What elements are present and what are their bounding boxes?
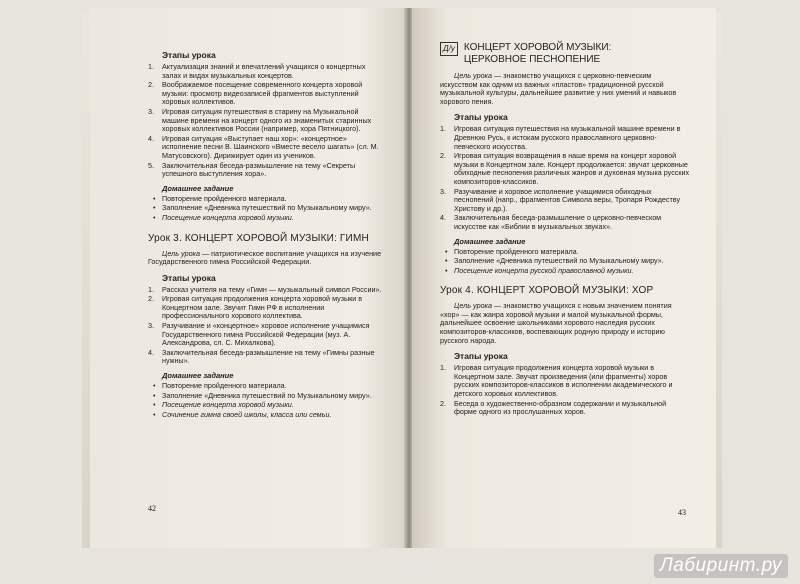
list-item: • Повторение пройденного материала. <box>440 248 690 257</box>
page-number: 43 <box>678 508 686 517</box>
lesson-goal: Цель урока — знакомство учащихся с церковно-певческим искусством как одним из важных «пластов» традиционной русской музыкальной культуры, дальнейшее развитие у них умений и навыков хорового пения. <box>440 71 677 106</box>
homework-heading: Домашнее задание <box>162 371 234 381</box>
page-number: 42 <box>148 504 156 513</box>
lesson-goal: Цель урока — знакомство учащихся с новым значением понятия «хор» — как жанра хоровой музыки и малой музыкальной формы, дальнейшее освоение школьниками хорового наследия русских композиторов-классиков, воспевающих родную природу и историю русского народа. <box>440 301 672 345</box>
list-item: 2. Игровая ситуация продолжения концерта хоровой музыки в Концертном зале. Звучит Гимн РФ в исполнении профессионального хорового коллектива. <box>148 294 363 321</box>
list-item: • Посещение концерта хоровой музыки. <box>148 401 386 410</box>
stages-list <box>148 63 386 179</box>
lesson-title: КОНЦЕРТ ХОРОВОЙ МУЗЫКИ: ЦЕРКОВНОЕ ПЕСНОПЕНИЕ <box>463 42 612 65</box>
page-edge-right <box>716 12 722 548</box>
list-item: • Заполнение «Дневника путешествий по Музыкальному миру». <box>148 204 386 213</box>
right-page-content <box>440 42 690 418</box>
watermark-logo: Лабиринт.ру <box>654 554 788 578</box>
list-item: 3. Разучивание и хоровое исполнение учащимися обиходных песнопений (напр., фрагментов Символа веры, Тропаря Рождеству Христову и др.). <box>440 186 681 213</box>
homework-list <box>148 382 386 419</box>
list-item: 2. Беседа о художественно-образном содержании и музыкальной форме одного из прослушанных хоров. <box>440 398 667 417</box>
list-item: 2. Воображаемое посещение современного концерта хоровой музыки: просмотр видеозаписей фрагментов выступлений хоровых коллективов. <box>148 80 363 107</box>
list-item: 3. Игровая ситуация путешествия в старину на Музыкальной машине времени на концерт одного из знаменитых старинных хоровых коллективов России (например, хора Пятницкого). <box>148 106 372 134</box>
homework-heading: Домашнее задание <box>162 183 234 193</box>
list-item: • Заполнение «Дневника путешествий по Музыкальному миру». <box>440 257 690 266</box>
stages-list <box>148 286 386 366</box>
homework-list <box>148 195 386 223</box>
homework-heading: Домашнее задание <box>454 236 526 246</box>
lesson-title: Урок 4. КОНЦЕРТ ХОРОВОЙ МУЗЫКИ: ХОР <box>440 285 654 297</box>
list-item: 1. Игровая ситуация продолжения концерта хоровой музыки в Концертном зале. Звучат произведения (или фрагменты) хоров русских композиторов-классиков в исполнении академического и детского хоровых коллективов. <box>440 363 673 399</box>
stages-list <box>440 364 690 417</box>
list-item: 4. Заключительная беседа-размышление на тему «Гимны разные нужны». <box>148 347 375 366</box>
section-heading: Этапы урока <box>162 272 216 283</box>
list-item: 1. Актуализация знаний и впечатлений учащихся о концертных залах и видах музыкальных концертов. <box>148 62 366 80</box>
section-heading: Этапы урока <box>162 50 216 60</box>
section-heading: Этапы урока <box>454 351 508 362</box>
list-item: • Посещение концерта русской православной музыки. <box>440 267 690 276</box>
list-item: • Повторение пройденного материала. <box>148 382 386 391</box>
left-page-content <box>148 44 386 420</box>
lesson-header <box>440 42 690 66</box>
homework-list <box>440 248 690 276</box>
left-page <box>90 8 406 548</box>
list-item: 1. Игровая ситуация путешествия на музыкальной машине времени в Древнюю Русь, к истокам русского православного церковно-певческого искусства. <box>440 124 681 151</box>
list-item: 2. Игровая ситуация возвращения в наше время на концерт хоровой музыки в Концертном зале. Концерт продолжается: звучат церковные обиходные песнопения различных жанров и духовная музыка русских композиторов-классиков. <box>440 151 690 186</box>
list-item: 5. Заключительная беседа-размышление на тему «Секреты успешного выступления хора». <box>148 160 356 179</box>
lesson-title: Урок 3. КОНЦЕРТ ХОРОВОЙ МУЗЫКИ: ГИМН <box>148 232 369 244</box>
page-edge-left <box>82 12 90 548</box>
stages-list <box>440 125 690 231</box>
list-item: 4. Игровая ситуация «Выступает наш хор»: «концертное» исполнение песни В. Шаинского «Вместе весело шагать» (сл. М. Матусовского). Дирижирует один из учеников. <box>148 133 379 160</box>
section-heading: Этапы урока <box>454 112 508 123</box>
right-page <box>412 8 716 548</box>
list-item: • Посещение концерта хоровой музыки. <box>148 214 386 223</box>
list-item: 1. Рассказ учителя на тему «Гимн — музыкальный символ России». <box>148 284 382 294</box>
list-item: • Повторение пройденного материала. <box>148 195 386 204</box>
list-item: • Заполнение «Дневника путешествий по Музыкальному миру». <box>148 392 386 401</box>
homework-icon: Д/у <box>440 42 458 56</box>
open-book <box>82 8 722 548</box>
list-item: 4. Заключительная беседа-размышление о церковно-певческом искусстве как «Библии в музыкальных звуках». <box>440 213 662 231</box>
lesson-goal: Цель урока — патриотическое воспитание учащихся на изучение Государственного гимна Российской Федерации. <box>148 248 382 267</box>
list-item: 3. Разучивание и «концертное» хоровое исполнение учащимися Государственного гимна Российской Федерации (муз. А. Александрова, сл. С. Михалкова). <box>148 321 370 348</box>
list-item: • Сочинение гимна своей школы, класса или семьи. <box>148 411 386 420</box>
